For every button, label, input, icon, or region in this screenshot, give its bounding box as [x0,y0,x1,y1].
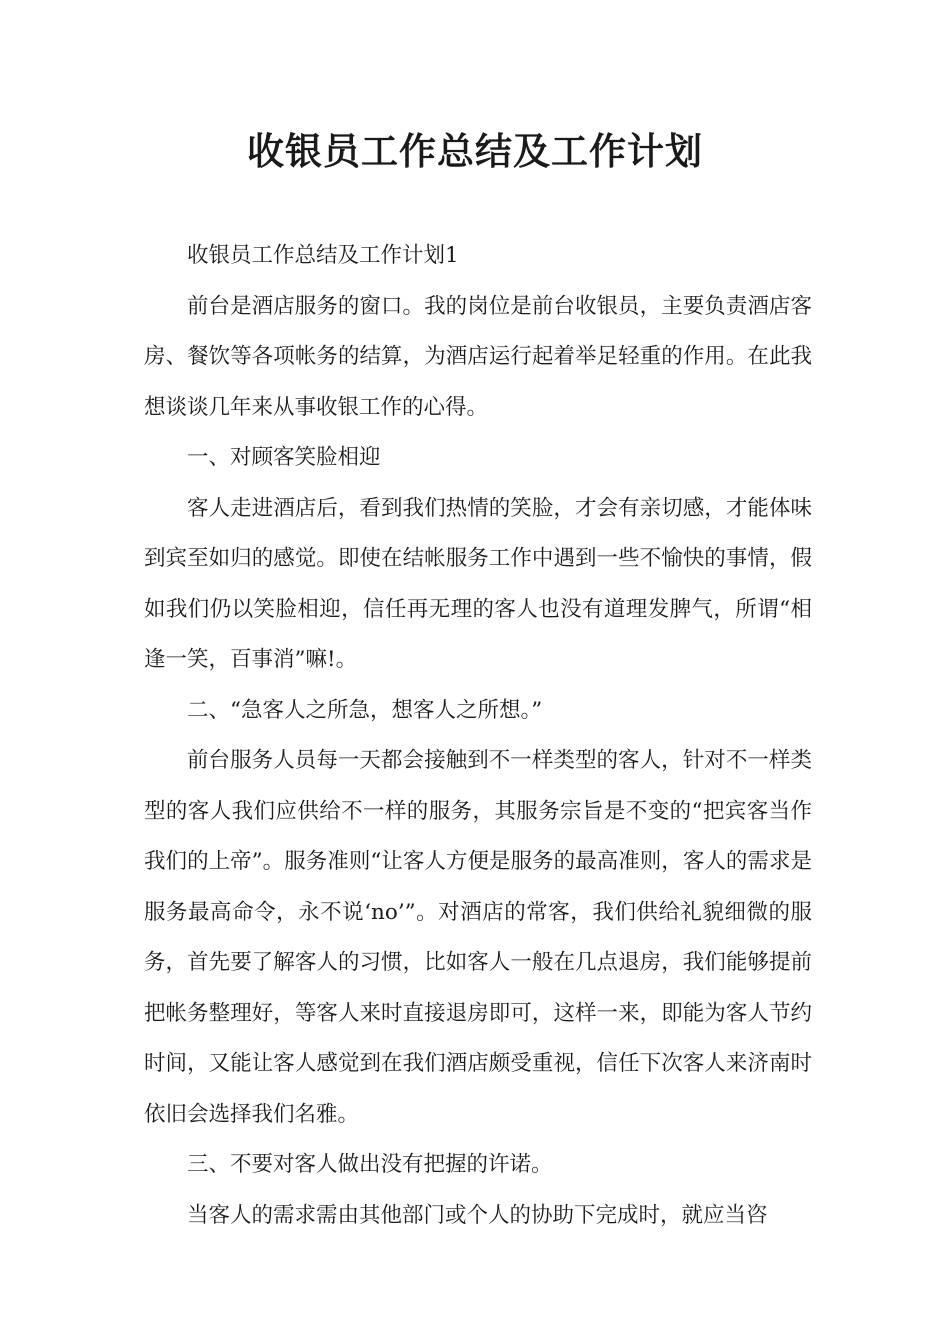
section-heading-2: 二、“急客人之所急，想客人之所想。” [187,697,543,723]
paragraph-subtitle: 收银员工作总结及工作计划1 [187,243,459,268]
section-heading-1: 一、对顾客笑脸相迎 [187,445,381,470]
paragraph-section-3: 当客人的需求需由其他部门或个人的协助下完成时，就应当咨 [187,1202,768,1228]
paragraph-section-1: 客人走进酒店后，看到我们热情的笑脸，才会有亲切感，才能体味到宾至如归的感觉。即使在结帐服务工作中遇到一些不愉快的事情，假如我们仍以笑脸相迎，信任再无理的客人也没有道理发脾气，所谓“相逢一笑，百事消”嘛!。 [144,495,812,672]
paragraph-section-2: 前台服务人员每一天都会接触到不一样类型的客人，针对不一样类型的客人我们应供给不一样的服务，其服务宗旨是不变的“把宾客当作我们的上帝”。服务准则“让客人方便是服务的最高准则，客人的需求是服务最高命令，永不说‘no’”。对酒店的常客，我们供给礼貌细微的服务，首先要了解客人的习惯，比如客人一般在几点退房，我们能够提前把帐务整理好，等客人来时直接退房即可，这样一来，即能为客人节约时间，又能让客人感觉到在我们酒店颇受重视，信任下次客人来济南时依旧会选择我们名雅。 [144,748,812,1127]
document-title: 收银员工作总结及工作计划 [247,130,703,173]
paragraph-intro: 前台是酒店服务的窗口。我的岗位是前台收银员，主要负责酒店客房、餐饮等各项帐务的结算，为酒店运行起着举足轻重的作用。在此我想谈谈几年来从事收银工作的心得。 [144,293,812,420]
section-heading-3: 三、不要对客人做出没有把握的许诺。 [187,1152,553,1177]
document-body [144,231,812,1241]
